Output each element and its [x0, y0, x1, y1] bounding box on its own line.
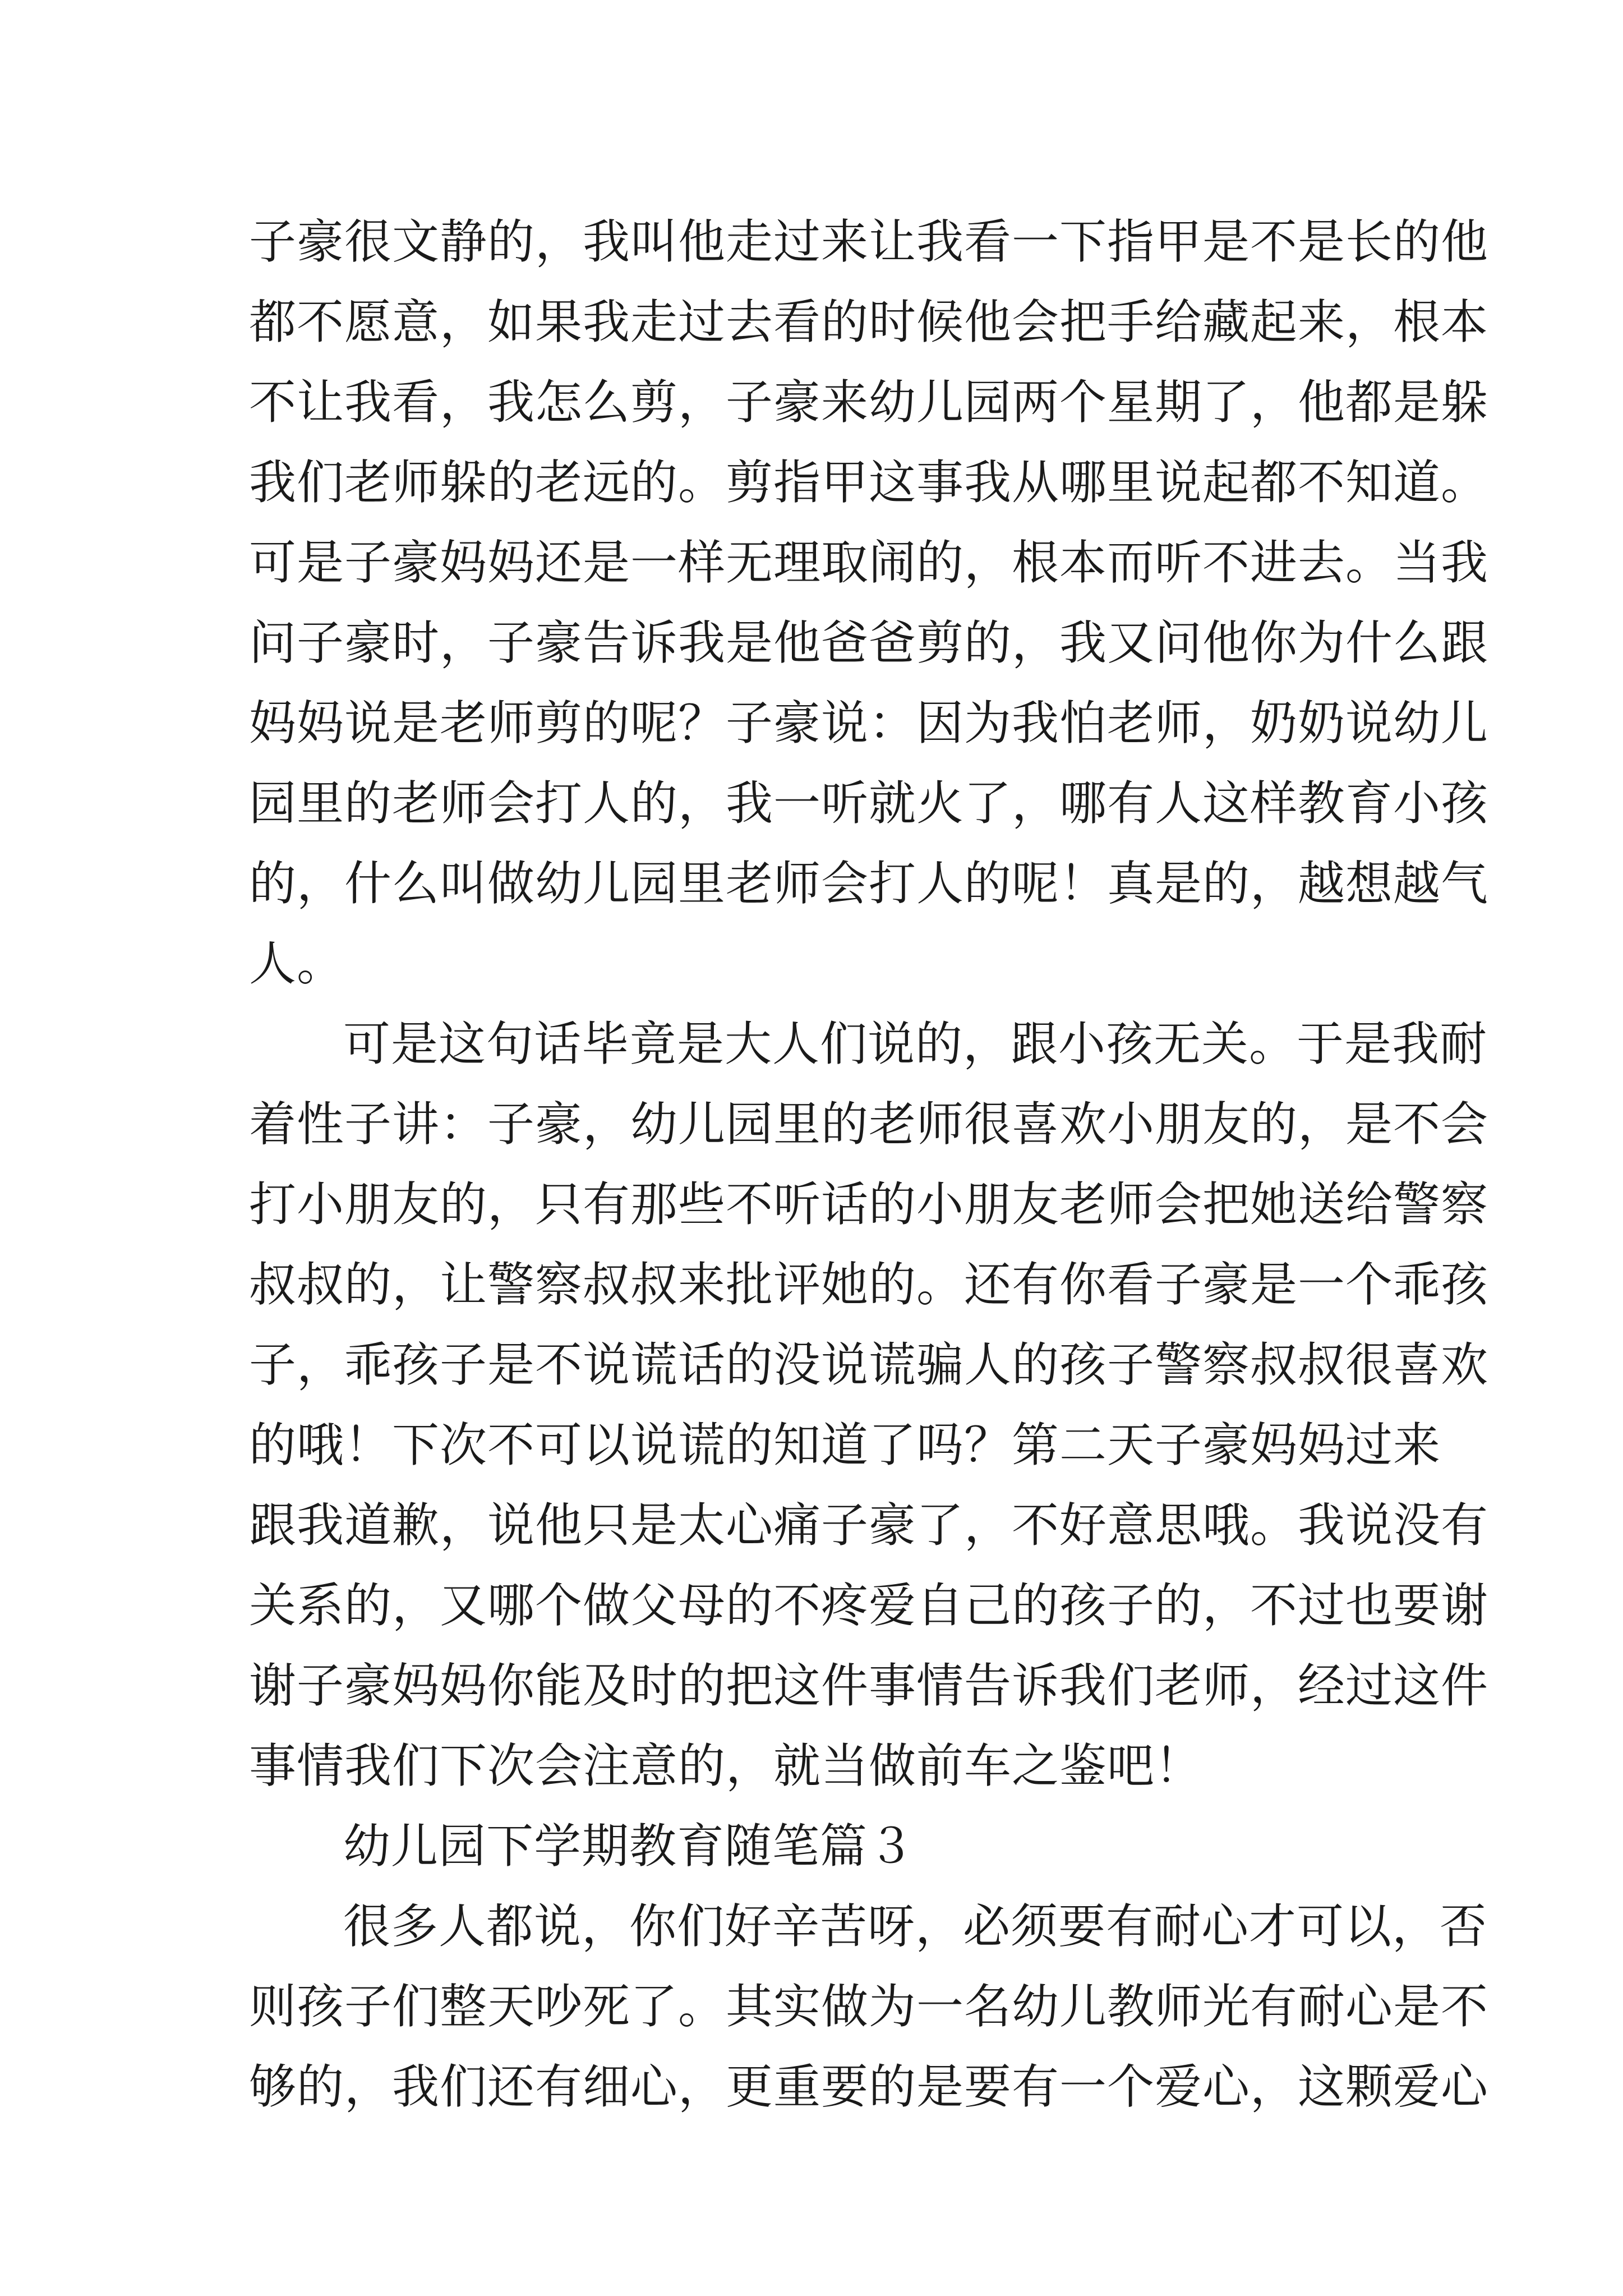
text-line: 子豪很文静的，我叫他走过来让我看一下指甲是不是长的他	[249, 214, 1489, 269]
paragraph-first-line: 很多人都说，你们好辛苦呀，必须要有耐心才可以，否	[343, 1899, 1488, 1954]
section-heading: 幼儿园下学期教育随笔篇３	[343, 1819, 916, 1874]
text-line: 关系的，又哪个做父母的不疼爱自己的孩子的，不过也要谢	[249, 1578, 1489, 1633]
text-line: 着性子讲：子豪，幼儿园里的老师很喜欢小朋友的，是不会	[249, 1097, 1489, 1152]
text-line: 则孩子们整天吵死了。其实做为一名幼儿教师光有耐心是不	[249, 1979, 1489, 2034]
text-line: 谢子豪妈妈你能及时的把这件事情告诉我们老师，经过这件	[249, 1658, 1489, 1713]
text-line: 跟我道歉，说他只是太心痛子豪了，不好意思哦。我说没有	[249, 1498, 1489, 1553]
text-line: 妈妈说是老师剪的呢？子豪说：因为我怕老师，奶奶说幼儿	[249, 696, 1489, 751]
text-line: 的哦！下次不可以说谎的知道了吗？第二天子豪妈妈过来	[249, 1418, 1441, 1473]
text-line: 打小朋友的，只有那些不听话的小朋友老师会把她送给警察	[249, 1177, 1489, 1232]
text-line: 园里的老师会打人的，我一听就火了，哪有人这样教育小孩	[249, 776, 1489, 831]
text-line: 问子豪时，子豪告诉我是他爸爸剪的，我又问他你为什么跟	[249, 615, 1489, 670]
text-line: 可是子豪妈妈还是一样无理取闹的，根本而听不进去。当我	[249, 535, 1489, 590]
text-line: 叔叔的，让警察叔叔来批评她的。还有你看子豪是一个乖孩	[249, 1257, 1489, 1312]
text-line: 人。	[249, 936, 345, 991]
paragraph-first-line: 可是这句话毕竟是大人们说的，跟小孩无关。于是我耐	[343, 1016, 1488, 1071]
document-body	[249, 202, 1489, 2127]
text-line: 子，乖孩子是不说谎话的没说谎骗人的孩子警察叔叔很喜欢	[249, 1337, 1489, 1392]
text-line: 我们老师躲的老远的。剪指甲这事我从哪里说起都不知道。	[249, 455, 1489, 510]
text-line: 的，什么叫做幼儿园里老师会打人的呢！真是的，越想越气	[249, 856, 1489, 911]
text-line: 事情我们下次会注意的，就当做前车之鉴吧！	[249, 1738, 1203, 1793]
text-line: 都不愿意，如果我走过去看的时候他会把手给藏起来，根本	[249, 295, 1489, 349]
text-line: 不让我看，我怎么剪，子豪来幼儿园两个星期了，他都是躲	[249, 375, 1489, 430]
text-line: 够的，我们还有细心，更重要的是要有一个爱心，这颗爱心	[249, 2059, 1489, 2114]
